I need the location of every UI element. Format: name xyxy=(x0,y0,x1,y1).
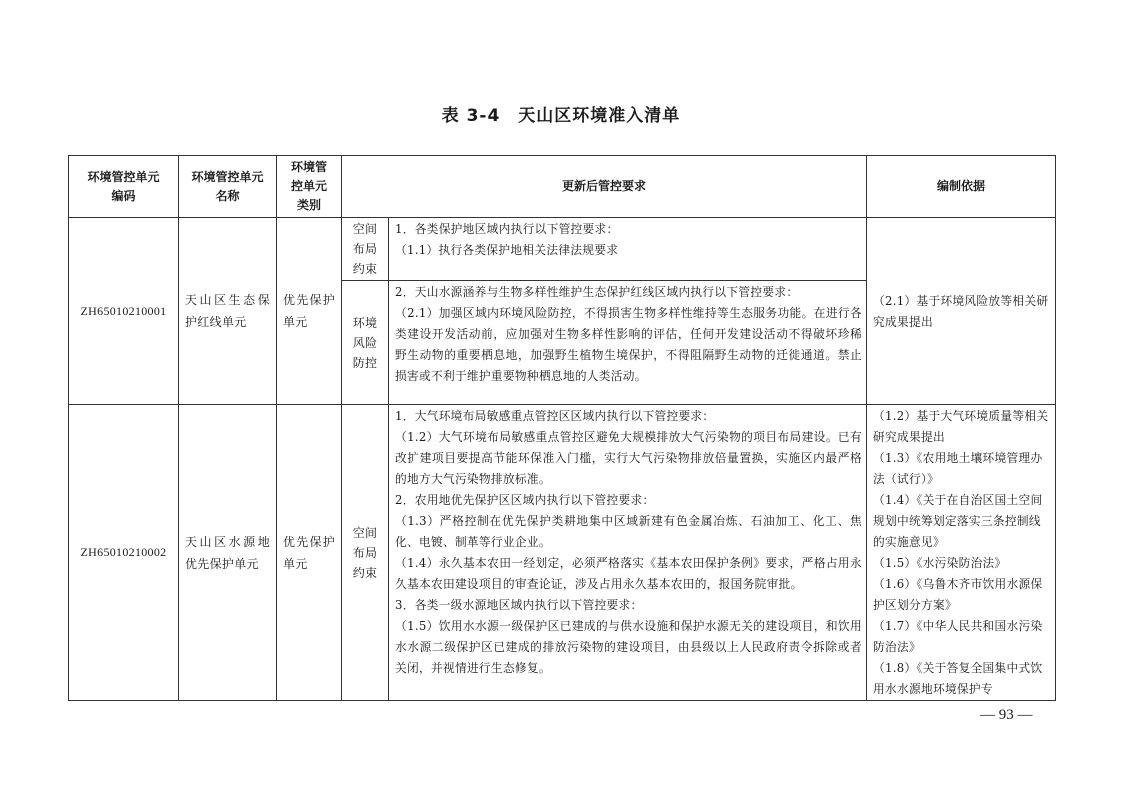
basis-line: （1.2）基于大气环境质量等相关研究成果提出 xyxy=(873,409,1049,444)
section-type: 空间布局约束 xyxy=(342,218,389,281)
requirement-line: 2．农用地优先保护区区域内执行以下管控要求： xyxy=(395,493,655,507)
page-title: 表 3-4 天山区环境准入清单 xyxy=(441,106,681,126)
requirement-line: （1.2）大气环境布局敏感重点管控区避免大规模排放大气污染物的项目布局建设。已有改扩建项目要提高节能环保准入门槛，实行大气污染物排放倍量置换，实施区内最严格的地方大气污染物排放标准。 xyxy=(395,430,863,486)
unit-code: ZH65010210002 xyxy=(69,405,179,701)
requirement-line: 3．各类一级水源地区域内执行以下管控要求： xyxy=(395,598,643,612)
requirement-line: （1.5）饮用水水源一级保护区已建成的与供水设施和保护水源无关的建设项目，和饮用水水源二级保护区已建成的排放污染物的建设项目，由县级以上人民政府责令拆除或者关闭，并视情进行生态修复。 xyxy=(395,619,863,675)
table-row xyxy=(69,405,1056,701)
section-type: 环境风险防控 xyxy=(342,281,389,405)
basis-text xyxy=(867,218,1056,405)
environment-access-table xyxy=(68,155,1056,701)
header-requirements: 更新后管控要求 xyxy=(342,156,867,218)
requirement-line: 1．各类保护地区域内执行以下管控要求： xyxy=(395,222,619,236)
basis-text xyxy=(867,405,1056,701)
header-code: 环境管控单元编码 xyxy=(69,156,179,218)
table-row xyxy=(69,218,1056,281)
page-number: — 93 — xyxy=(980,707,1033,723)
basis-line: （1.5）《水污染防治法》 xyxy=(873,556,1007,570)
requirement-line: （2.1）加强区域内环境风险防控，不得损害生物多样性维持等生态服务功能。在进行各类建设开发活动前，应加强对生物多样性影响的评估，任何开发建设活动不得破坏珍稀野生动物的重要栖息地，加强野生植物生境保护，不得阻隔野生动物的迁徙通道。禁止损害或不利于维护重要物种栖息地的人类活动。 xyxy=(395,306,863,383)
unit-name: 天山区水源地优先保护单元 xyxy=(179,405,277,701)
requirements-text xyxy=(389,218,867,281)
header-name: 环境管控单元名称 xyxy=(179,156,277,218)
unit-name: 天山区生态保护红线单元 xyxy=(179,218,277,405)
header-basis: 编制依据 xyxy=(867,156,1056,218)
unit-category: 优先保护单元 xyxy=(277,218,342,405)
table-header-row xyxy=(69,156,1056,218)
unit-category: 优先保护单元 xyxy=(277,405,342,701)
unit-code: ZH65010210001 xyxy=(69,218,179,405)
basis-line: （1.7）《中华人民共和国水污染防治法》 xyxy=(873,619,1043,654)
requirements-text xyxy=(389,281,867,405)
requirement-line: （1.1）执行各类保护地相关法律法规要求 xyxy=(395,243,619,257)
basis-line: （1.8）《关于答复全国集中式饮用水水源地环境保护专 xyxy=(873,661,1043,696)
header-category: 环境管控单元类别 xyxy=(277,156,342,218)
basis-line: （1.4）《关于在自治区国土空间规划中统筹划定落实三条控制线的实施意见》 xyxy=(873,493,1043,549)
requirement-line: （1.3）严格控制在优先保护类耕地集中区域新建有色金属冶炼、石油加工、化工、焦化、电镀、制革等行业企业。 xyxy=(395,514,863,549)
basis-line: （2.1）基于环境风险放等相关研究成果提出 xyxy=(873,293,1049,329)
basis-line: （1.6）《乌鲁木齐市饮用水源保护区划分方案》 xyxy=(873,577,1043,612)
section-type: 空间布局约束 xyxy=(342,405,389,701)
requirements-text xyxy=(389,405,867,701)
basis-line: （1.3）《农用地土壤环境管理办法（试行）》 xyxy=(873,451,1043,486)
requirement-line: 1．大气环境布局敏感重点管控区区域内执行以下管控要求： xyxy=(395,409,715,423)
requirement-line: （1.4）永久基本农田一经划定，必须严格落实《基本农田保护条例》要求，严格占用永久基本农田建设项目的审查论证，涉及占用永久基本农田的，报国务院审批。 xyxy=(395,556,863,591)
requirement-line: 2．天山水源涵养与生物多样性维护生态保护红线区域内执行以下管控要求： xyxy=(395,285,799,299)
